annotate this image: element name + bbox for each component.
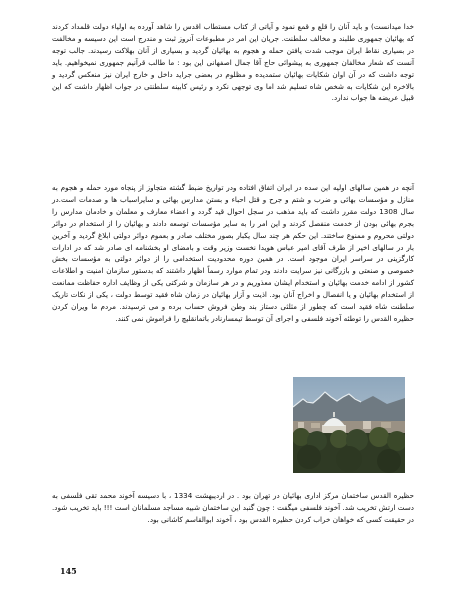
paragraph-photo-caption: حظیره القدس ساختمان مرکز اداری بهائیان در تهران بود . در اردیبهشت 1334 ، با دسیسه آخوند محمد تقی فلسفی به دست ارتش تخریب شد. آخوند فلسفی میگفت : چون گنبد این ساختمان شبیه مساجد مسلمانان است !!! باید تخریب شود. در حقیقت کسی که خواهان خراب کردن حظیره القدس بود ، آخوند ابوالقاسم کاشانی بود. (52, 491, 415, 524)
paragraph-republic-opposition: خدا میدانست) و باید آنان را قلع و قمع نمود و آیاتی از کتاب مستطاب اقدس را شاهد آورده به اولیاء دولت قلمداد کردند که بهائیان جمهوری طلبند و مخالف سلطنت. جریان این امر در مطبوعات آنروز ثبت و مندرج است این دسیسه و مخالفت در بسیاری نقاط ایران موجب شدت یافتن حمله و هجوم به بهائیان گردید و بسیاری از آنان بهلاکت رسیدند. جالب توجه آنست که شعار مخالفان جمهوری به پیشوائی حاج آقا جمال اصفهانی این بود : ما طالب قرآنیم جمهوری نمیخواهیم. باید توجه داشت که در آن اوان شکایات بهائیان ستمدیده و مظلوم در بعضی جراید داخل و خارج ایران نیز منعکس گردید و بالاخره این شکایات به شخص شاه تسلیم شد اما وی توجهی نکرد و رئیس کابینه سلطنتی در جواب اظهار داشت که این قبیل عریضه ها جواب ندارد. (52, 22, 414, 103)
page-number: 145 (60, 566, 77, 576)
paragraph-persecution-history: آنچه در همین سالهای اولیه این سده در ایران اتفاق افتاده ودر تواریخ ضبط گشته متجاوز از پنجاه مورد حمله و هجوم به منازل و مؤسسات بهائی و ضرب و شتم و جرح و قتل احباء و بستن مدارس بهائی و سایراسباب ها و صدمات است.در سال 1308 دولت مقرر داشت که باید مذهب در سجل احوال قید گردد و اعضاء معارف و معلمان و خادمان مدارس را بجرم بهائی بودن از خدمت منفصل کردند و این امر را به سایر مؤسسات توسعه دادند و بهائیان را از استخدام در دوائر دولتی محروم و ممنوع ساختند. این حکم هر چند سال یکبار بصور مختلف صادر و بعموم دوائر دولتی ابلاغ گردید و آخرین بار در سالهای اخیر از طرف آقای امیر عباس هویدا نخست وزیر وقت و بامضای او بخشنامه ای صادر شد که در ادارات کارگزینی در سراسر ایران موجود است. در همین دوره محدودیت استخدامی را از دوائر دولتی به مؤسسات بخش خصوصی و صنعتی و بازرگانی نیز سرایت دادند ودر تمام موارد رسماً اظهار داشتند که بدستور سازمان امنیت و اطلاعات کشور از ادامه خدمت بهائیان و استخدام ایشان معذوریم و در هر سازمان و شرکتی یکی از وظایف اداره حفاظت ممانعت از استخدام بهائیان و یا انفصال و اخراج آنان بود. اذیت و آزار بهائیان در زمان شاه فقید توسط دولت ، یکی از نکات تاریک سلطنت شاه فقید است که چطور از مثلثی دستاز بند وطن فروش حساب برده و می ترسیدند. مردم ما ویران کردن حظیره القدس را توطئه آخوند فلسفی و اجرای آن توسط تیمسارنادر باتمانقلیچ را فراموش نمی کنند. (52, 183, 414, 323)
haziratul-quds-photo (293, 377, 405, 473)
